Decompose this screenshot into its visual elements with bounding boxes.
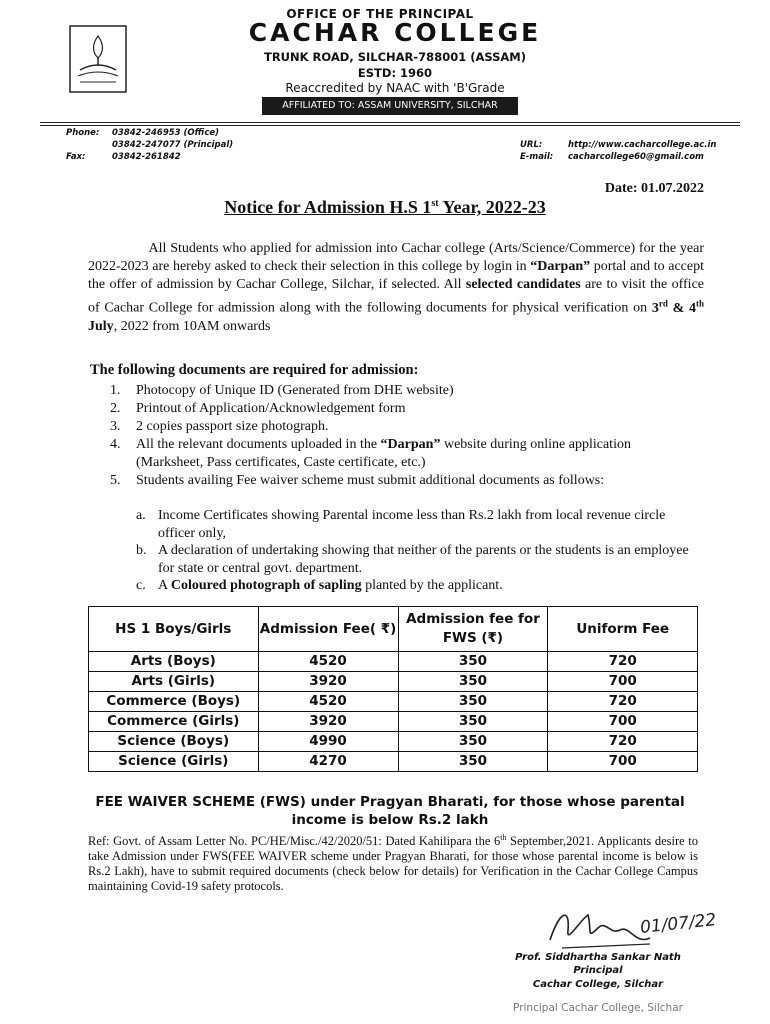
table-row (89, 692, 698, 712)
table-cell: 4520 (258, 652, 398, 672)
table-row (89, 732, 698, 752)
notice-paragraph: All Students who applied for admission into Cachar college (Arts/Science/Commerce) for the year 2022-2023 are hereby asked to check their selection in this college by login in “Darpan” portal and to accept the offer of admission by Cachar College, Silchar, if selected. All selected candidates are to visit the office of Cachar College for admission along with the following documents for physical verification on 3rd & 4th July, 2022 from 10AM onwards (88, 241, 704, 334)
table-cell: 350 (398, 672, 548, 692)
established-year: ESTD: 1960 (357, 66, 433, 80)
email-link[interactable]: cacharcollege60@gmail.com (568, 152, 704, 162)
table-cell: 350 (398, 752, 548, 772)
column-header: HS 1 Boys/Girls (89, 607, 259, 652)
table-cell: 720 (548, 692, 698, 712)
table-cell: Arts (Girls) (89, 672, 259, 692)
table-cell: 350 (398, 712, 548, 732)
table-header-row (89, 607, 698, 652)
table-cell: Science (Girls) (89, 752, 259, 772)
table-row (89, 652, 698, 672)
table-cell: 700 (548, 752, 698, 772)
url-label: URL: (520, 140, 543, 150)
table-row (89, 752, 698, 772)
table-cell: Arts (Boys) (89, 652, 259, 672)
notice-date: Date: 01.07.2022 (604, 181, 704, 196)
table-cell: Commerce (Girls) (89, 712, 259, 732)
fax-number: 03842-261842 (112, 152, 181, 162)
naac-accreditation: Reaccredited by NAAC with 'B'Grade (285, 81, 505, 95)
header-rule (40, 122, 740, 123)
column-header: Uniform Fee (548, 607, 698, 652)
signature-date: 01/07/22 (639, 910, 718, 938)
table-cell: 720 (548, 652, 698, 672)
website-link[interactable]: http://www.cacharcollege.ac.in (568, 140, 717, 150)
table-cell: 4520 (258, 692, 398, 712)
email-label: E-mail: (520, 152, 554, 162)
table-cell: 350 (398, 692, 548, 712)
column-header: Admission fee for FWS (₹) (398, 607, 548, 652)
principal-role: Principal (573, 965, 623, 976)
college-address: TRUNK ROAD, SILCHAR-788001 (ASSAM) (263, 50, 527, 64)
phone-principal: 03842-247077 (Principal) (112, 140, 234, 150)
notice-title: Notice for Admission H.S 1st Year, 2022-23 (224, 197, 546, 217)
table-cell: 3920 (258, 712, 398, 732)
office-stamp: Principal Cachar College, Silchar (513, 1002, 683, 1014)
phone-label: Phone: (66, 128, 100, 138)
office-heading: OFFICE OF THE PRINCIPAL (286, 7, 474, 21)
column-header: Admission Fee( ₹) (258, 607, 398, 652)
table-row (89, 712, 698, 732)
fws-heading: FEE WAIVER SCHEME (FWS) under Pragyan Bharati, for those whose parental income is below Rs.2 lakh (95, 794, 685, 828)
table-cell: 4990 (258, 732, 398, 752)
table-cell: 700 (548, 672, 698, 692)
table-cell: 4270 (258, 752, 398, 772)
table-cell: 3920 (258, 672, 398, 692)
table-cell: 350 (398, 732, 548, 752)
principal-name: Prof. Siddhartha Sankar Nath (515, 952, 681, 963)
table-cell: Commerce (Boys) (89, 692, 259, 712)
table-cell: 350 (398, 652, 548, 672)
table-row (89, 672, 698, 692)
table-cell: Science (Boys) (89, 732, 259, 752)
phone-office: 03842-246953 (Office) (112, 128, 220, 138)
table-cell: 700 (548, 712, 698, 732)
college-logo (68, 24, 128, 94)
fws-reference: Ref: Govt. of Assam Letter No. PC/HE/Misc./42/2020/51: Dated Kahilipara the 6th September,2021. Applicants desire to take Admission under FWS(FEE WAIVER scheme under Pragyan Bharati, for those whose parental income is below is Rs.2 Lakh), have to submit required documents (check below for details) for Verification in the Cachar College Campus maintaining Covid-19 safety protocols. (88, 833, 698, 894)
college-name: CACHAR COLLEGE (248, 18, 542, 47)
affiliation-banner: AFFILIATED TO: ASSAM UNIVERSITY, SILCHAR (262, 97, 518, 115)
table-cell: 720 (548, 732, 698, 752)
principal-org: Cachar College, Silchar (532, 979, 664, 990)
fee-table (88, 606, 698, 772)
header-rule-2 (40, 125, 740, 126)
documents-heading: The following documents are required for admission: (90, 362, 419, 378)
fax-label: Fax: (66, 152, 86, 162)
